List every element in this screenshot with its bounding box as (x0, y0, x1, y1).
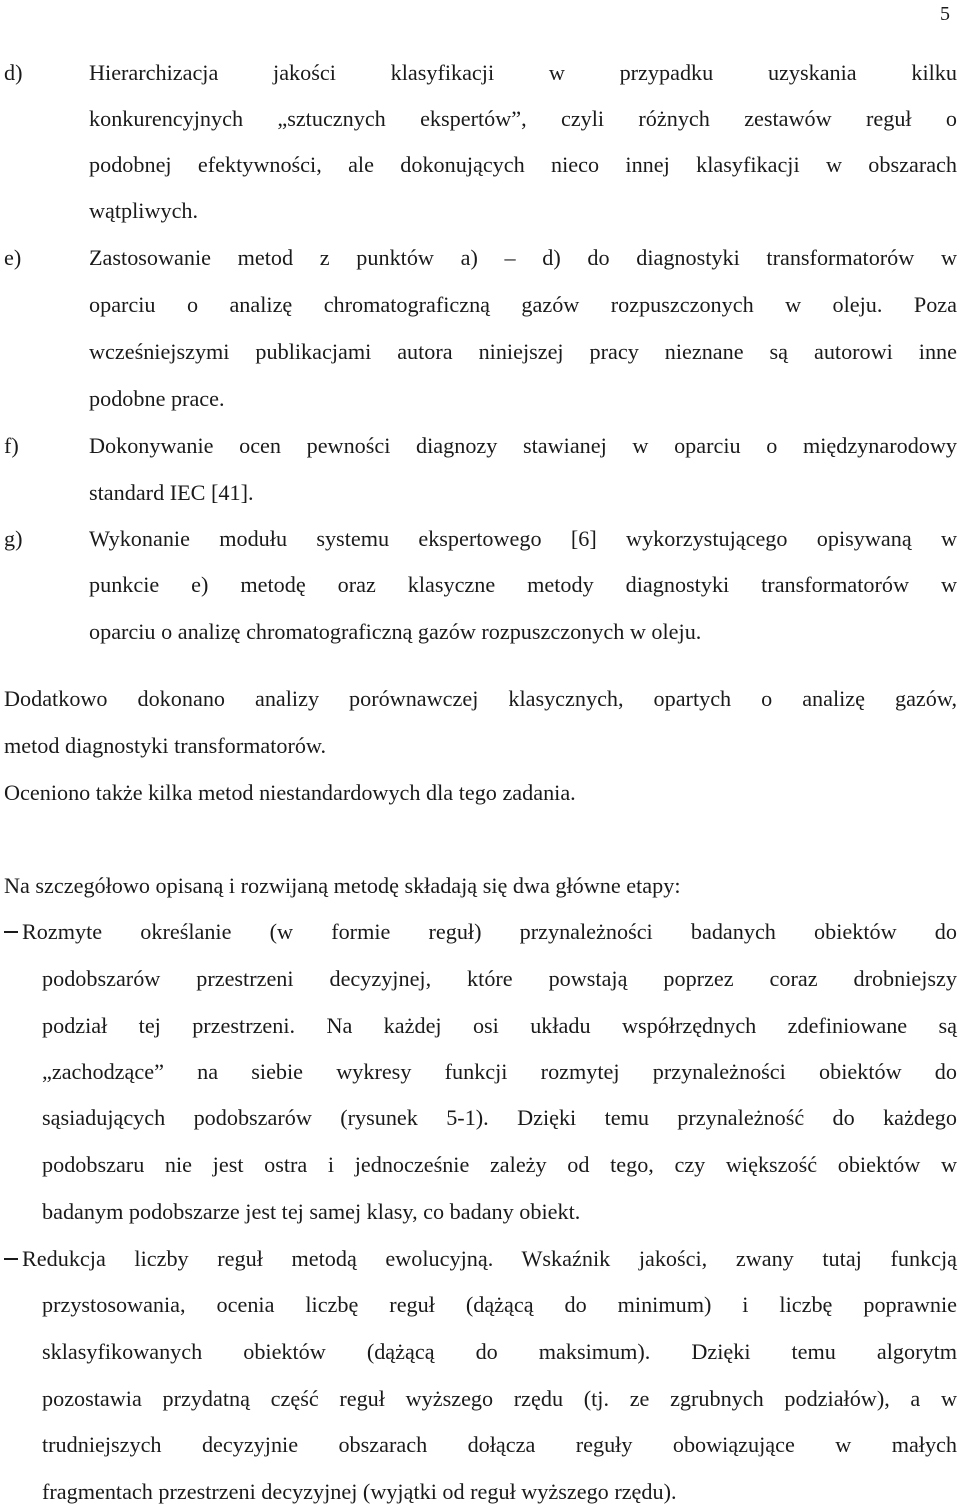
stage-text-line: fragmentach przestrzeni decyzyjnej (wyjątki od reguł wyższego rzędu). (42, 1479, 677, 1504)
list-marker: d) (4, 60, 23, 85)
list-text-line: standard IEC [41]. (89, 480, 254, 505)
stage-text-line: podobszarów przestrzeni decyzyjnej, które powstają poprzez coraz drobniejszy (42, 966, 957, 991)
list-text-line: konkurencyjnych „sztucznych ekspertów”, czyli różnych zestawów reguł o (89, 106, 957, 131)
paragraph-line: metod diagnostyki transformatorów. (4, 733, 327, 758)
stage-text-line: podział tej przestrzeni. Na każdej osi układu współrzędnych zdefiniowane są (42, 1013, 957, 1038)
list-text-line: Dokonywanie ocen pewności diagnozy stawianej w oparciu o międzynarodowy (89, 433, 957, 458)
list-text-line: podobnej efektywności, ale dokonujących nieco innej klasyfikacji w obszarach (89, 152, 957, 177)
stage-text-line: podobszaru nie jest ostra i jednocześnie zależy od tego, czy większość obiektów w (42, 1152, 957, 1177)
list-marker: e) (4, 245, 22, 270)
list-text-line: Hierarchizacja jakości klasyfikacji w przypadku uzyskania kilku (89, 60, 957, 85)
list-text-line: Zastosowanie metod z punktów a) – d) do diagnostyki transformatorów w (89, 245, 957, 270)
paragraph-line: Dodatkowo dokonano analizy porównawczej klasycznych, opartych o analizę gazów, (4, 686, 957, 711)
list-text-line: wcześniejszymi publikacjami autora niniejszej pracy nieznane są autorowi inne (89, 339, 957, 364)
list-text-line: punkcie e) metodę oraz klasyczne metody diagnostyki transformatorów w (89, 572, 957, 597)
stage-text-line: przystosowania, ocenia liczbę reguł (dążącą do minimum) i liczbę poprawnie (42, 1292, 957, 1317)
stage-text-line: Rozmyte określanie (w formie reguł) przynależności badanych obiektów do (22, 919, 957, 944)
list-text-line: wątpliwych. (89, 198, 199, 223)
dash-bullet (4, 1258, 18, 1260)
dash-bullet (4, 931, 18, 933)
paragraph-intro: Na szczegółowo opisaną i rozwijaną metodę składają się dwa główne etapy: (4, 873, 681, 898)
stage-text-line: „zachodzące” na siebie wykresy funkcji rozmytej przynależności obiektów do (42, 1059, 957, 1084)
stage-text-line: pozostawia przydatną część reguł wyższego rzędu (tj. ze zgrubnych podziałów), a w (42, 1386, 957, 1411)
stage-text-line: sąsiadujących podobszarów (rysunek 5-1). Dzięki temu przynależność do każdego (42, 1105, 957, 1130)
stage-text-line: trudniejszych decyzyjnie obszarach dołącza reguły obowiązujące w małych (42, 1432, 957, 1457)
list-text-line: oparciu o analizę chromatograficzną gazów rozpuszczonych w oleju. (89, 619, 702, 644)
list-text-line: podobne prace. (89, 386, 225, 411)
page-number: 5 (940, 3, 950, 25)
list-marker: g) (4, 526, 23, 551)
list-text-line: Wykonanie modułu systemu ekspertowego [6] wykorzystującego opisywaną w (89, 526, 957, 551)
stage-text-line: sklasyfikowanych obiektów (dążącą do maksimum). Dzięki temu algorytm (42, 1339, 957, 1364)
list-marker: f) (4, 433, 19, 458)
list-text-line: oparciu o analizę chromatograficzną gazów rozpuszczonych w oleju. Poza (89, 292, 957, 317)
stage-text-line: Redukcja liczby reguł metodą ewolucyjną. Wskaźnik jakości, zwany tutaj funkcją (22, 1246, 957, 1271)
paragraph-rated: Oceniono także kilka metod niestandardowych dla tego zadania. (4, 780, 576, 805)
stage-text-line: badanym podobszarze jest tej samej klasy, co badany obiekt. (42, 1199, 581, 1224)
